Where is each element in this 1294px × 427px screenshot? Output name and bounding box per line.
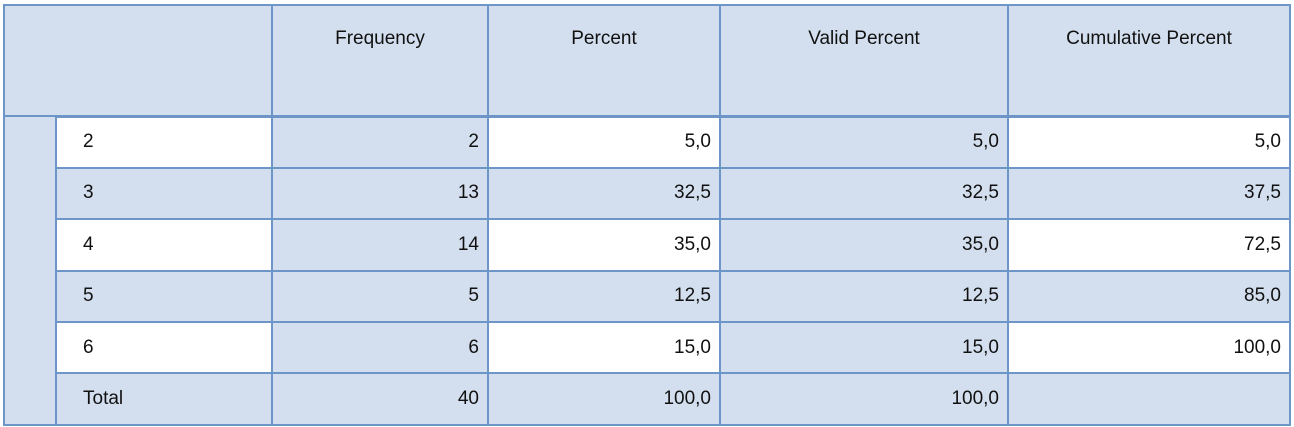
cumulative-percent-cell: 5,0	[1008, 116, 1290, 167]
table-row-total	[4, 373, 1290, 425]
header-corner-cell	[4, 5, 272, 116]
header-frequency: Frequency	[272, 5, 488, 116]
row-label: 4	[56, 219, 272, 270]
row-label: 3	[56, 168, 272, 219]
header-cumulative-percent: Cumulative Percent	[1008, 5, 1290, 116]
frequency-cell: 14	[272, 219, 488, 270]
cumulative-percent-cell: 37,5	[1008, 168, 1290, 219]
table-row	[4, 322, 1290, 373]
frequency-cell: 13	[272, 168, 488, 219]
cumulative-percent-cell: 72,5	[1008, 219, 1290, 270]
valid-percent-cell: 15,0	[720, 322, 1008, 373]
frequency-cell: 6	[272, 322, 488, 373]
valid-percent-cell: 100,0	[720, 373, 1008, 425]
row-label: Total	[56, 373, 272, 425]
cumulative-percent-cell: 100,0	[1008, 322, 1290, 373]
percent-cell: 32,5	[488, 168, 720, 219]
header-percent: Percent	[488, 5, 720, 116]
percent-cell: 15,0	[488, 322, 720, 373]
row-label: 2	[56, 116, 272, 167]
valid-percent-cell: 12,5	[720, 271, 1008, 322]
percent-cell: 100,0	[488, 373, 720, 425]
frequency-cell: 5	[272, 271, 488, 322]
table-row	[4, 219, 1290, 270]
frequency-cell: 2	[272, 116, 488, 167]
valid-percent-cell: 35,0	[720, 219, 1008, 270]
percent-cell: 12,5	[488, 271, 720, 322]
percent-cell: 5,0	[488, 116, 720, 167]
valid-percent-cell: 32,5	[720, 168, 1008, 219]
cumulative-percent-cell	[1008, 373, 1290, 425]
table-row	[4, 116, 1290, 167]
header-row	[4, 5, 1290, 116]
frequency-table	[3, 4, 1291, 426]
table-row	[4, 271, 1290, 322]
valid-percent-cell: 5,0	[720, 116, 1008, 167]
table-row	[4, 168, 1290, 219]
percent-cell: 35,0	[488, 219, 720, 270]
cumulative-percent-cell: 85,0	[1008, 271, 1290, 322]
header-valid-percent: Valid Percent	[720, 5, 1008, 116]
row-group-label-cell	[4, 116, 56, 425]
row-label: 6	[56, 322, 272, 373]
row-label: 5	[56, 271, 272, 322]
frequency-cell: 40	[272, 373, 488, 425]
